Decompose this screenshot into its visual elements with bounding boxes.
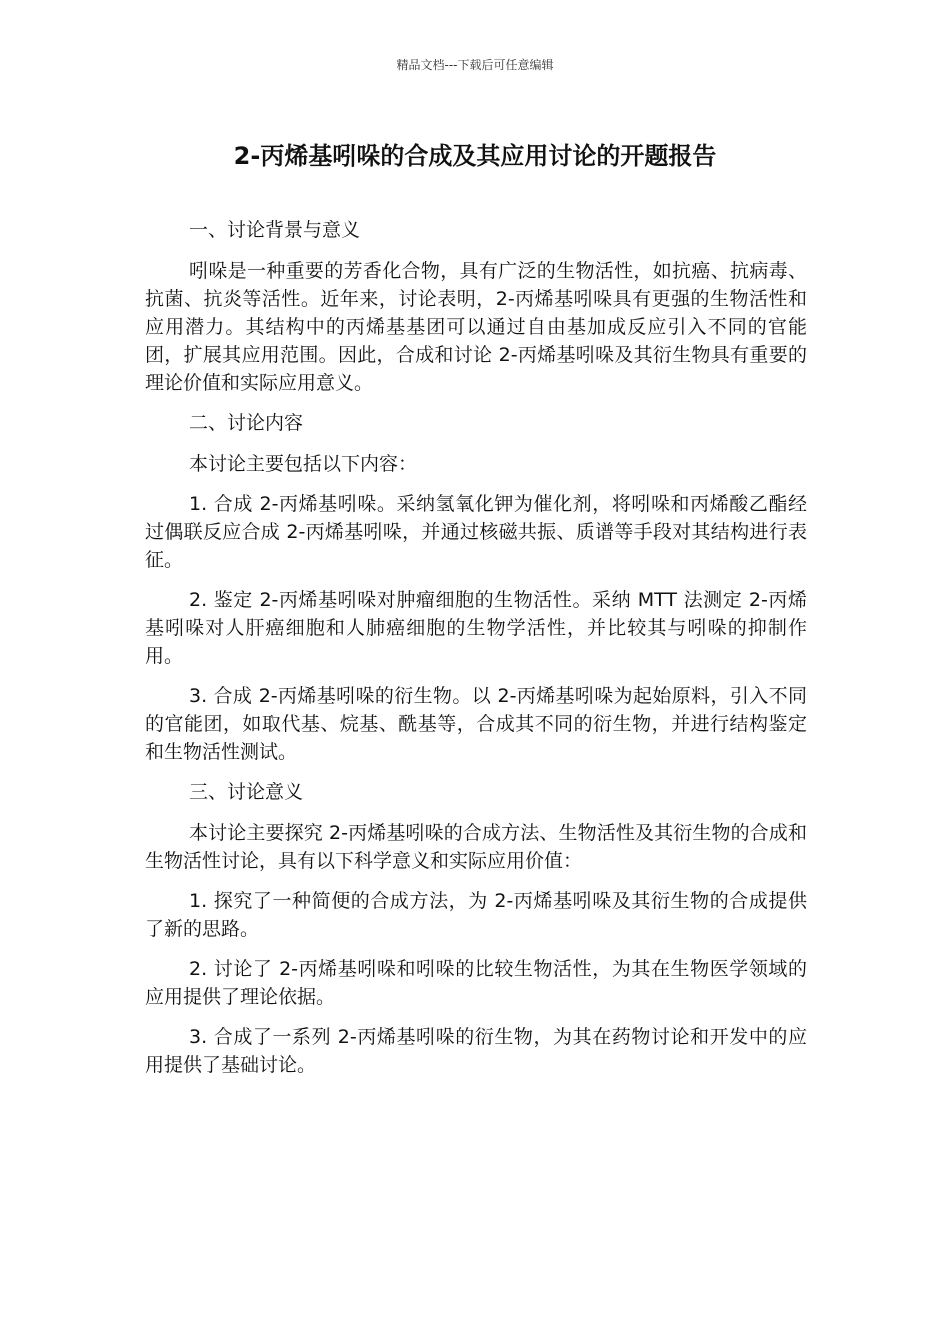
paragraph-content-intro: 本讨论主要包括以下内容： [189,453,418,475]
paragraph-background: 吲哚是一种重要的芳香化合物，具有广泛的生物活性，如抗癌、抗病毒、抗菌、抗炎等活性。近年来，讨论表明，2-丙烯基吲哚具有更强的生物活性和应用潜力。其结构中的丙烯基基团可以通过自由基加成反应引入不同的官能团，扩展其应用范围。因此，合成和讨论 2-丙烯基吲哚及其衍生物具有重要的理论价值和实际应用意义。 [145,260,807,394]
paragraph-significance-item-2: 2. 讨论了 2-丙烯基吲哚和吲哚的比较生物活性，为其在生物医学领域的应用提供了理论依据。 [145,958,807,1008]
paragraph-significance-item-3: 3. 合成了一系列 2-丙烯基吲哚的衍生物，为其在药物讨论和开发中的应用提供了基础讨论。 [145,1026,807,1076]
paragraph-content-item-2: 2. 鉴定 2-丙烯基吲哚对肿瘤细胞的生物活性。采纳 MTT 法测定 2-丙烯基吲哚对人肝癌细胞和人肺癌细胞的生物学活性，并比较其与吲哚的抑制作用。 [145,589,807,667]
section-heading-content: 二、讨论内容 [189,412,304,434]
section-heading-background: 一、讨论背景与意义 [189,219,361,241]
paragraph-content-item-1: 1. 合成 2-丙烯基吲哚。采纳氢氧化钾为催化剂，将吲哚和丙烯酸乙酯经过偶联反应合成 2-丙烯基吲哚，并通过核磁共振、质谱等手段对其结构进行表征。 [145,493,807,571]
section-heading-significance: 三、讨论意义 [189,781,304,803]
page-header: 精品文档---下载后可任意编辑 [396,58,554,72]
paragraph-significance-intro: 本讨论主要探究 2-丙烯基吲哚的合成方法、生物活性及其衍生物的合成和生物活性讨论，具有以下科学意义和实际应用价值： [145,822,807,872]
paragraph-significance-item-1: 1. 探究了一种简便的合成方法，为 2-丙烯基吲哚及其衍生物的合成提供了新的思路。 [145,890,807,940]
document-body [145,216,807,1091]
paragraph-content-item-3: 3. 合成 2-丙烯基吲哚的衍生物。以 2-丙烯基吲哚为起始原料，引入不同的官能团，如取代基、烷基、酰基等，合成其不同的衍生物，并进行结构鉴定和生物活性测试。 [145,685,807,763]
document-title: 2-丙烯基吲哚的合成及其应用讨论的开题报告 [233,142,717,170]
